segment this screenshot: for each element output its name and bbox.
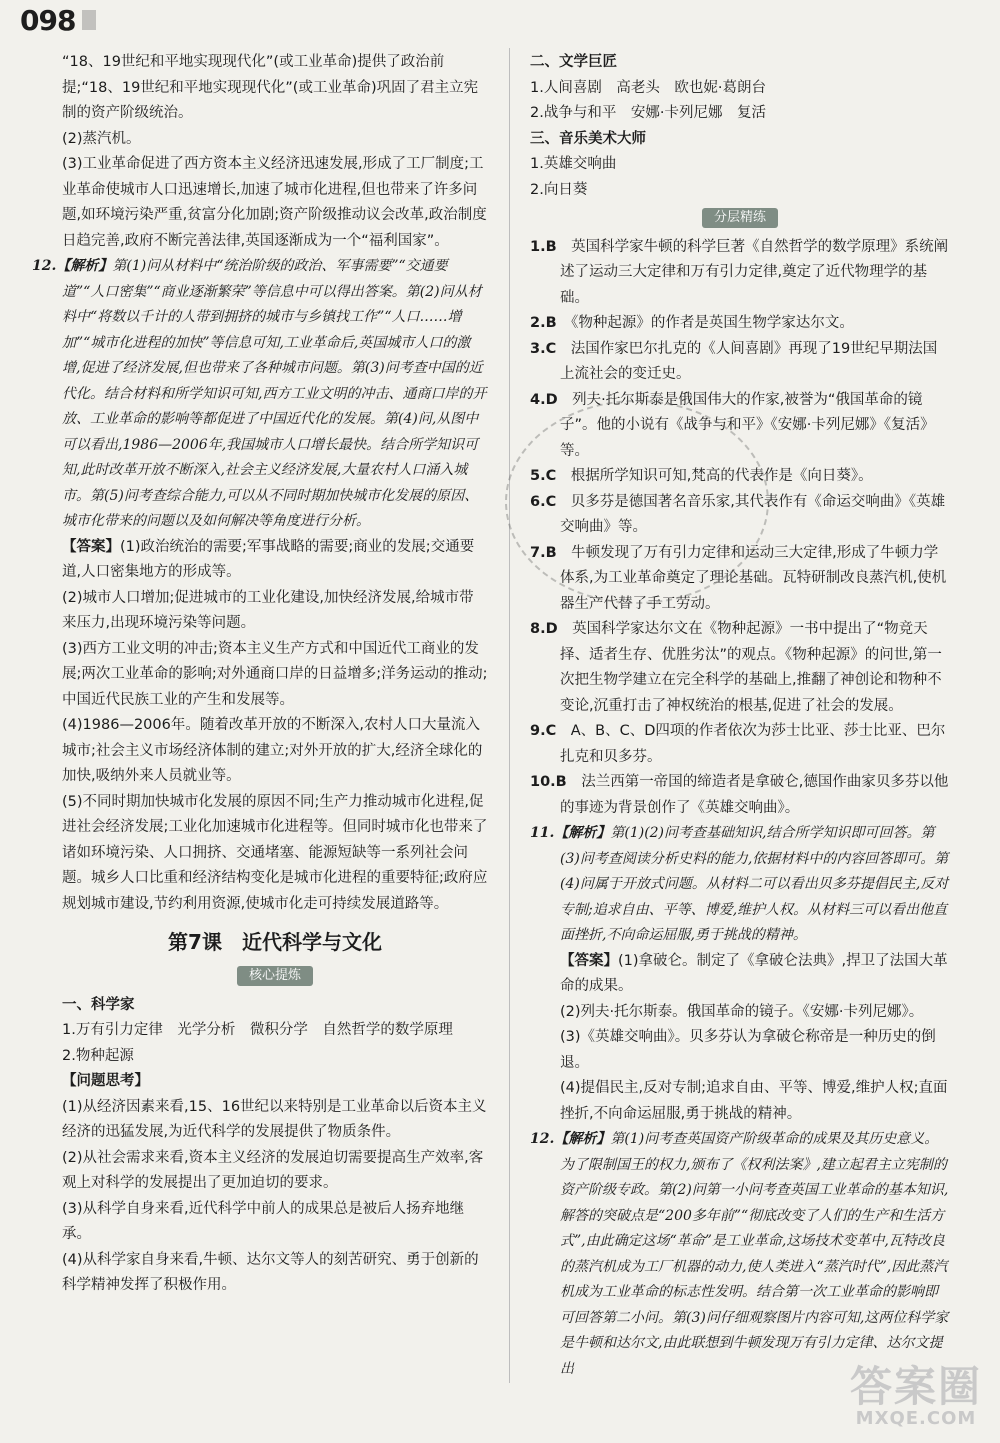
q11-continuation-1: “18、19世纪和平地实现现代化”(或工业革命)提供了政治前提;“18、19世纪和平地实现现代化”(或工业革命)巩固了君主立宪制的资产阶级统治。 [62,54,479,121]
answer-6: 6.C 贝多芬是德国著名音乐家,其代表作有《命运交响曲》《英雄交响曲》等。 [530,493,946,535]
left-column [32,50,488,1299]
thinking-label: 【问题思考】 [62,1073,149,1089]
q11-analysis-paragraph: 11.【解析】第(1)(2)问考查基础知识,结合所学知识即可回答。第(3)问考查阅读分析史料的能力,依据材料中的内容回答即可。第(4)问属于开放式问题。从材料二可以看出贝多芬提倡民主,反对专制;追求自由、平等、博爱,维护人权。从材料三可以看出他直面挫折,不向命运屈服,勇于挑战的精神。 [530,825,949,943]
q12-answer-5: (5)不同时期加快城市化发展的原因不同;生产力推动城市化进程,促进社会经济发展;工业化加速城市化进程等。但同时城市化也带来了诸如环境污染、人口拥挤、交通堵塞、能源短缺等一系列社会问题。城乡人口比重和经济结构变化是城市化进程的重要特征;政府应规划城市建设,节约利用资源,使城市化走可持续发展道路等。 [62,793,488,912]
answer-4: 4.D 列夫·托尔斯泰是俄国伟大的作家,被誉为“俄国革命的镜子”。他的小说有《战争与和平》《安娜·卡列尼娜》《复活》等。 [530,391,935,459]
q11-continuation-3: (3)工业革命促进了西方资本主义经济迅速发展,形成了工厂制度;工业革命使城市人口迅速增长,加速了城市化进程,但也带来了许多问题,如环境污染严重,贫富分化加剧;资产阶级推动议会改革,政治制度日趋完善,政府不断完善法律,英国逐渐成为一个“福利国家”。 [62,156,487,249]
section-literature: 二、文学巨匠 [530,54,617,70]
section-scientists: 一、科学家 [62,996,135,1013]
answer-1: 1.B 英国科学家牛顿的科学巨著《自然哲学的数学原理》系统阐述了运动三大定律和万有引力定律,奠定了近代物理学的基础。 [530,238,949,306]
watermark-logo [849,1362,982,1429]
thinking-item-3: (3)从科学自身来看,近代科学中前人的成果总是被后人扬弃地继承。 [62,1200,465,1242]
q11-answer-1: 【答案】(1)拿破仑。制定了《拿破仑法典》,捍卫了法国大革命的成果。 [560,952,948,994]
thinking-item-1: (1)从经济因素来看,15、16世纪以来特别是工业革命以后资本主义经济的迅猛发展,为近代科学的发展提供了物质条件。 [62,1098,487,1140]
page-number-tag [82,10,96,30]
scientists-item-2: 2.物种起源 [62,1047,134,1064]
q12-answer-4: (4)1986—2006年。随着改革开放的不断深入,农村人口大量流入城市;社会主义市场经济体制的建立;对外开放的扩大,经济全球化的加快,吸纳外来人员就业等。 [62,717,483,784]
q11-continuation-2: (2)蒸汽机。 [62,130,141,147]
q12-answer-3: (3)西方工业文明的冲击;资本主义生产方式和中国近代工商业的发展;两次工业革命的影响;对外通商口岸的日益增多;洋务运动的推动;中国近代民族工业的产生和发展等。 [62,640,488,708]
q11-answer-3: (3)《英雄交响曲》。贝多芬认为拿破仑称帝是一种历史的倒退。 [560,1029,936,1071]
answer-3: 3.C 法国作家巴尔扎克的《人间喜剧》再现了19世纪早期法国上流社会的变迁史。 [530,340,938,382]
q12-analysis-label: 【解析】 [56,258,113,274]
section-music-art: 三、音乐美术大师 [530,130,646,147]
answer-9: 9.C A、B、C、D四项的作者依次为莎士比亚、莎士比亚、巴尔扎克和贝多芬。 [530,723,946,765]
answer-5: 5.C 根据所学知识可知,梵高的代表作是《向日葵》。 [530,468,873,484]
page-number: 098 [20,4,76,37]
music-art-item-1: 1.英雄交响曲 [530,156,617,172]
answer-10: 10.B 法兰西第一帝国的缔造者是拿破仑,德国作曲家贝多芬以他的事迹为背景创作了《英雄交响曲》。 [530,774,949,816]
lesson-title: 第7课 近代科学与文化 [168,930,382,954]
scientists-item-1: 1.万有引力定律 光学分析 微积分学 自然哲学的数学原理 [62,1022,453,1038]
literature-item-2: 2.战争与和平 安娜·卡列尼娜 复活 [530,105,766,121]
q12-analysis-paragraph [32,254,488,535]
thinking-item-4: (4)从科学家自身来看,牛顿、达尔文等人的刻苦研究、勇于创新的科学精神发挥了积极作用。 [62,1251,479,1293]
literature-item-1: 1.人间喜剧 高老头 欧也妮·葛朗台 [530,79,766,96]
q11-answer-4: (4)提倡民主,反对专制;追求自由、平等、博爱,维护人权;直面挫折,不向命运屈服,勇于挑战的精神。 [560,1080,948,1122]
thinking-item-2: (2)从社会需求来看,资本主义经济的发展迫切需要提高生产效率,客观上对科学的发展提出了更加迫切的要求。 [62,1149,484,1191]
q12-answer-1: 【答案】(1)政治统治的需要;军事战略的需要;商业的发展;交通要道,人口密集地方的形成等。 [62,538,475,580]
q12-answer-2: (2)城市人口增加;促进城市的工业化建设,加快经济发展,给城市带来压力,出现环境污染等问题。 [62,589,474,631]
q12-analysis-text: 第(1)问从材料中“统治阶级的政治、军事需要”“交通要道”“人口密集”“商业逐渐繁荣”等信息中可以得出答案。第(2)问从材料中“将数以千计的人带到拥挤的城市与乡镇找工作”“人口……增加”“城市化进程的加快”等信息可知,工业革命后,英国城市人口的激增,促进了经济发展,但也带来了各种城市问题。第(3)问考查中国的近代化。结合材料和所学知识可知,西方工业文明的冲击、通商口岸的开放、工业革命的影响等都促进了中国近代化的发展。第(4)问,从图中可以看出,1986—2006年,我国城市人口增长最快。结合所学知识可知,此时改革开放不断深入,社会主义经济发展,大量农村人口涌入城市。第(5)问考查综合能力,可以从不同时期加快城市化发展的原因、城市化带来的问题以及如何解决等角度进行分析。 [62,258,487,529]
watermark-url: MXQE.COM [855,1408,977,1429]
right-column [530,50,950,1382]
q12-answer-label: 【答案】 [62,538,120,555]
answer-2: 2.B 《物种起源》的作者是英国生物学家达尔文。 [530,315,854,331]
q12-number: 12. [32,258,57,274]
music-art-item-2: 2.向日葵 [530,181,588,198]
q12-right-analysis-paragraph: 12.【解析】第(1)问考查英国资产阶级革命的成果及其历史意义。为了限制国王的权力,颁布了《权利法案》,建立起君主立宪制的资产阶级专政。第(2)问第一小问考查英国工业革命的基本知识,解答的突破点是“200多年前”“彻底改变了人们的生产和生活方式”,由此确定这场“革命”是工业革命,这场技术变革中,瓦特改良的蒸汽机成为工厂机器的动力,使人类进入“蒸汽时代”,因此蒸汽机成为工业革命的标志性发明。结合第一次工业革命的影响即可回答第二小问。第(3)问仔细观察图片内容可知,这两位科学家是牛顿和达尔文,由此联想到牛顿发现万有引力定律、达尔文提出 [530,1131,949,1377]
section-badge-core: 核心提炼 [237,966,313,986]
q11-answer-2: (2)列夫·托尔斯泰。俄国革命的镜子。《安娜·卡列尼娜》。 [560,1003,924,1020]
answer-7: 7.B 牛顿发现了万有引力定律和运动三大定律,形成了牛顿力学体系,为工业革命奠定了理论基础。瓦特研制改良蒸汽机,使机器生产代替了手工劳动。 [530,544,947,612]
section-badge-practice: 分层精练 [702,208,778,228]
watermark-text: 答案圈 [849,1362,982,1411]
column-divider [509,48,510,1383]
answer-8: 8.D 英国科学家达尔文在《物种起源》一书中提出了“物竞天择、适者生存、优胜劣汰”的观点。《物种起源》的问世,第一次把生物学建立在完全科学的基础上,推翻了神创论和物种不变论,沉重打击了神权统治的根基,促进了社会的发展。 [530,621,942,714]
